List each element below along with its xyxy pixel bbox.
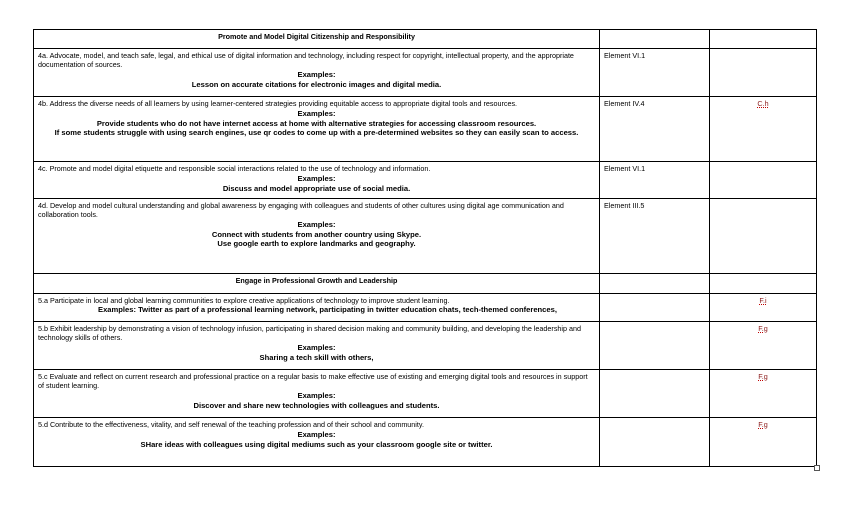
standard-description: 5.d Contribute to the effectiveness, vitality, and self renewal of the teaching profession and of their school and community. <box>38 420 424 429</box>
section-heading: Promote and Model Digital Citizenship and Responsibility <box>34 30 600 49</box>
standard-cell <box>34 49 600 97</box>
code-cell <box>710 294 817 322</box>
section-heading-row <box>34 30 817 49</box>
example-text: Provide students who do not have internet access at home with alternative strategies for accessing classroom resources. <box>96 118 537 128</box>
empty-cell <box>600 274 710 294</box>
examples-label: Examples: <box>297 174 336 183</box>
table-row <box>34 322 817 370</box>
example-text: Sharing a tech skill with others, <box>259 352 374 362</box>
table-row <box>34 294 817 322</box>
section-heading: Engage in Professional Growth and Leadership <box>34 274 600 294</box>
example-text: SHare ideas with colleagues using digital mediums such as your classroom google site or twitter. <box>140 439 493 449</box>
examples-label: Examples: <box>297 430 336 439</box>
standard-description: 5.c Evaluate and reflect on current research and professional practice on a regular basis to make effective use of existing and emerging digital tools and resources in support of student learning. <box>38 372 588 390</box>
standard-description: 5.a Participate in local and global learning communities to explore creative applications of technology to improve student learning. <box>38 296 450 305</box>
code-link[interactable]: F.g <box>758 372 768 381</box>
code-cell <box>710 49 817 97</box>
standard-description: 4a. Advocate, model, and teach safe, legal, and ethical use of digital information and technology, including respect for copyright, intellectual property, and the appropriate documentation of sources. <box>38 51 574 69</box>
standard-description: 5.b Exhibit leadership by demonstrating a vision of technology infusion, participating in shared decision making and community building, and developing the leadership and technology skills of others. <box>38 324 581 342</box>
example-text: Connect with students from another country using Skype. <box>211 229 422 239</box>
example-text: Examples: Twitter as part of a professional learning network, participating in twitter education chats, tech-themed conferences, <box>98 305 557 314</box>
table-row <box>34 199 817 274</box>
standard-cell <box>34 199 600 274</box>
standard-cell <box>34 294 600 322</box>
examples-label: Examples: <box>297 70 336 79</box>
element-cell: Element VI.1 <box>600 162 710 199</box>
standards-table <box>33 29 817 467</box>
code-link[interactable]: C.h <box>757 99 769 108</box>
example-text: Use google earth to explore landmarks and geography. <box>217 239 416 248</box>
element-cell <box>600 322 710 370</box>
code-link[interactable]: F.g <box>758 324 768 333</box>
element-cell: Element IV.4 <box>600 97 710 162</box>
standard-cell <box>34 162 600 199</box>
table-resize-handle[interactable] <box>814 465 820 471</box>
example-text: Discuss and model appropriate use of social media. <box>222 183 411 193</box>
standard-description: 4b. Address the diverse needs of all learners by using learner-centered strategies providing equitable access to appropriate digital tools and resources. <box>38 99 518 108</box>
code-cell <box>710 418 817 467</box>
code-cell <box>710 162 817 199</box>
empty-cell <box>710 274 817 294</box>
standard-cell <box>34 418 600 467</box>
example-text: If some students struggle with using search engines, use qr codes to come up with a pre-determined websites so they can easily scan to access. <box>54 128 579 137</box>
element-cell <box>600 418 710 467</box>
standard-description: 4c. Promote and model digital etiquette and responsible social interactions related to the use of technology and information. <box>38 164 431 173</box>
example-text: Discover and share new technologies with colleagues and students. <box>193 400 440 410</box>
element-cell <box>600 370 710 418</box>
table-row <box>34 97 817 162</box>
example-text: Lesson on accurate citations for electronic images and digital media. <box>191 79 442 89</box>
code-cell <box>710 322 817 370</box>
code-link[interactable]: F.i <box>759 296 767 305</box>
examples-label: Examples: <box>297 391 336 400</box>
code-link[interactable]: F.g <box>758 420 768 429</box>
element-cell: Element VI.1 <box>600 49 710 97</box>
standard-cell <box>34 97 600 162</box>
table-row <box>34 162 817 199</box>
code-cell <box>710 97 817 162</box>
code-cell <box>710 370 817 418</box>
standard-cell <box>34 370 600 418</box>
standard-description: 4d. Develop and model cultural understanding and global awareness by engaging with colleagues and students of other cultures using digital age communication and collaboration tools. <box>38 201 564 219</box>
empty-cell <box>600 30 710 49</box>
examples-label: Examples: <box>297 343 336 352</box>
table-row <box>34 49 817 97</box>
section-heading-row <box>34 274 817 294</box>
table-row <box>34 418 817 467</box>
code-cell <box>710 199 817 274</box>
empty-cell <box>710 30 817 49</box>
examples-label: Examples: <box>297 109 336 118</box>
standard-cell <box>34 322 600 370</box>
element-cell <box>600 294 710 322</box>
table-row <box>34 370 817 418</box>
examples-label: Examples: <box>297 220 336 229</box>
element-cell: Element III.5 <box>600 199 710 274</box>
